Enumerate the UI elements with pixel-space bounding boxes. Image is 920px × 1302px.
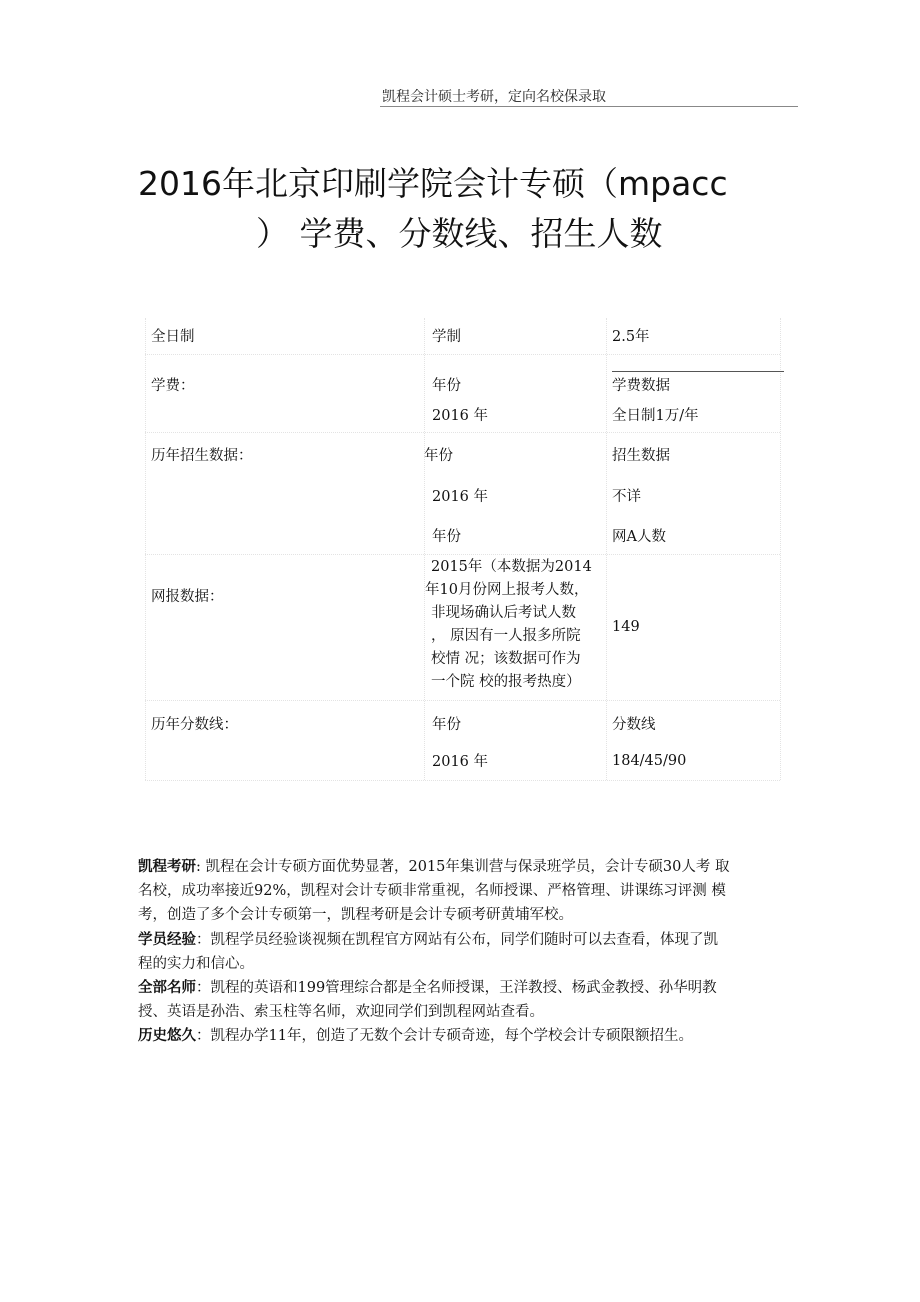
cell-line: 一个院 校的报考热度）	[431, 674, 581, 690]
table-divider	[145, 780, 780, 781]
cell-line: 2015年（本数据为2014	[431, 559, 592, 575]
paragraph-text: : 凯程在会计专硕方面优势显著，2015年集训营与保录班学员，会计专硕30人考 取	[196, 859, 730, 875]
table-cell: 年份	[432, 378, 461, 394]
table-cell: 2016 年	[432, 408, 489, 424]
table-cell: 不详	[612, 489, 641, 505]
table-cell-multiline	[425, 556, 592, 694]
paragraph-text: 授、英语是孙浩、索玉柱等名师，欢迎同学们到凯程网站查看。	[138, 1004, 544, 1020]
table-cell: 2016 年	[432, 489, 489, 505]
paragraph-text: 程的实力和信心。	[138, 956, 254, 972]
paragraph-label: 学员经验	[138, 932, 196, 948]
table-divider	[145, 554, 780, 555]
table-cell: 2016 年	[432, 754, 489, 770]
paragraph-label: 凯程考研	[138, 859, 196, 875]
table-cell: 历年招生数据：	[151, 448, 253, 464]
table-cell: 学制	[432, 329, 461, 345]
header-rule	[380, 106, 798, 107]
table-cell: 全日制	[151, 329, 195, 345]
cell-line: 校情 况；该数据可作为	[431, 651, 581, 667]
running-header: 凯程会计硕士考研，定向名校保录取	[382, 89, 606, 105]
table-divider	[145, 432, 780, 433]
page-title-line-1: 2016年北京印刷学院会计专硕（mpacc	[138, 164, 728, 203]
table-cell: 184/45/90	[612, 753, 687, 769]
cell-line: 年10月份网上报考人数，	[425, 582, 589, 598]
page-title-line-2: ） 学费、分数线、招生人数	[256, 214, 663, 253]
paragraph-kaicheng	[138, 855, 803, 927]
paragraph-text: 名校，成功率接近92%，凯程对会计专硕非常重视，名师授课、严格管理、讲课练习评测 模	[138, 883, 726, 899]
table-cell: 招生数据	[612, 448, 670, 464]
table-cell: 149	[612, 619, 640, 635]
cell-line: 非现场确认后考试人数	[431, 605, 576, 621]
paragraph-history	[138, 1024, 803, 1048]
paragraph-label: 历史悠久	[138, 1028, 196, 1044]
table-cell: 历年分数线：	[151, 717, 238, 733]
table-divider	[424, 318, 425, 780]
table-cell: 年份	[432, 529, 461, 545]
paragraph-text: 考，创造了多个会计专硕第一，凯程考研是会计专硕考研黄埔军校。	[138, 907, 573, 923]
cell-underline	[612, 371, 784, 372]
table-cell: 2.5年	[612, 329, 650, 345]
table-cell: 年份	[424, 448, 453, 464]
table-cell: 网A人数	[612, 529, 666, 545]
table-divider	[780, 318, 781, 780]
table-divider	[145, 318, 146, 780]
paragraph-text: ：凯程的英语和199管理综合都是全名师授课，王洋教授、杨武金教授、孙华明教	[196, 980, 717, 996]
paragraph-teachers	[138, 976, 803, 1024]
table-divider	[145, 354, 780, 355]
table-cell: 学费数据	[612, 378, 670, 394]
table-cell: 年份	[432, 717, 461, 733]
table-cell: 网报数据：	[151, 589, 224, 605]
paragraph-text: ：凯程办学11年，创造了无数个会计专硕奇迹，每个学校会计专硕限额招生。	[196, 1028, 693, 1044]
table-cell: 分数线	[612, 717, 656, 733]
paragraph-student-experience	[138, 928, 803, 976]
paragraph-text: ：凯程学员经验谈视频在凯程官方网站有公布，同学们随时可以去查看，体现了凯	[196, 932, 718, 948]
table-divider	[145, 700, 780, 701]
table-cell: 全日制1万/年	[612, 408, 699, 424]
cell-line: ， 原因有一人报多所院	[431, 628, 581, 644]
table-cell: 学费：	[151, 378, 195, 394]
paragraph-label: 全部名师	[138, 980, 196, 996]
table-divider	[606, 318, 607, 780]
